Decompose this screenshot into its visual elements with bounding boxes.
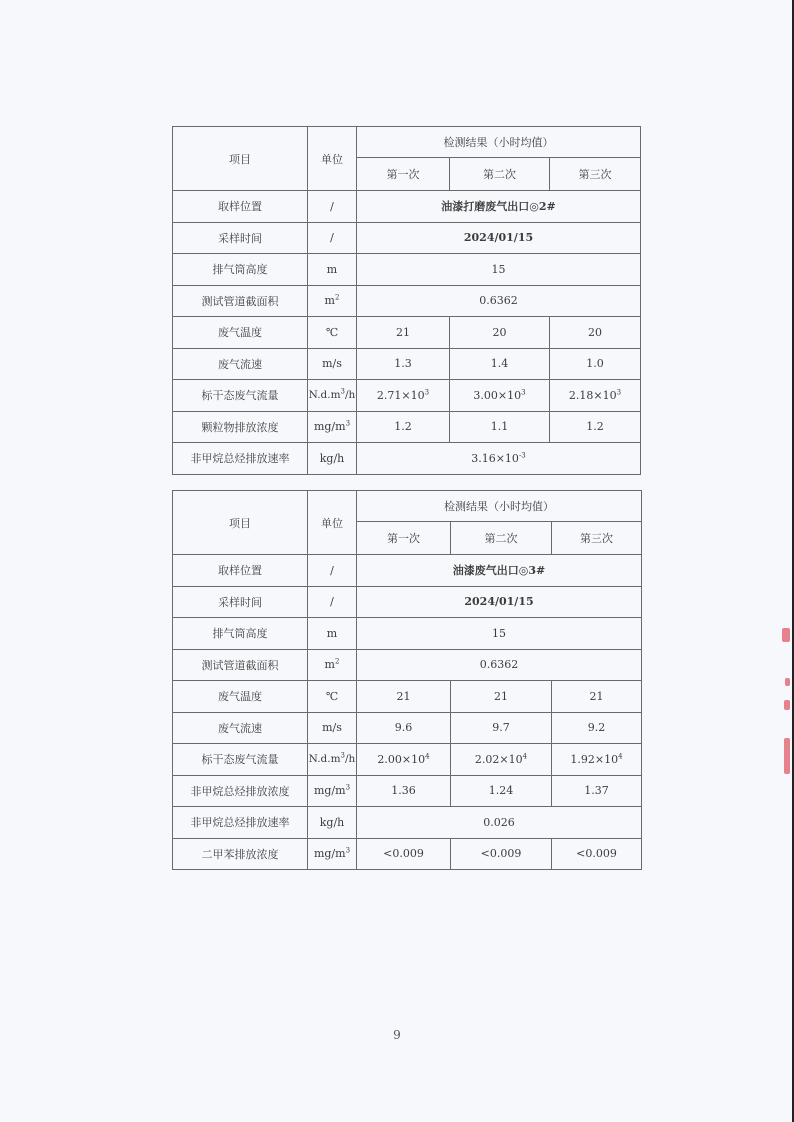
- header-run-3: 第三次: [552, 522, 642, 555]
- row-value-merged: $3.16\times 10^{-3}$: [357, 443, 641, 475]
- row-item: 取样位置: [173, 191, 308, 223]
- row-item: 采样时间: [173, 222, 308, 254]
- table-row: [173, 618, 642, 650]
- row-unit: kg/h: [308, 443, 357, 475]
- row-value-run-2: <0.009: [451, 838, 552, 870]
- row-item: 取样位置: [173, 555, 308, 587]
- row-item: 测试管道截面积: [173, 649, 308, 681]
- row-unit: $N.d.m^3/h$: [308, 380, 357, 412]
- row-value-run-2: 20: [450, 317, 550, 349]
- row-item: 标干态废气流量: [173, 380, 308, 412]
- page-number: 9: [393, 1028, 401, 1042]
- table-row: [173, 775, 642, 807]
- header-results: 检测结果（小时均值）: [357, 127, 641, 158]
- row-value-run-2: 1.24: [451, 775, 552, 807]
- table-row: [173, 348, 641, 380]
- table-row: [173, 317, 641, 349]
- row-value-run-3: 1.2: [550, 411, 641, 443]
- header-item: 项目: [173, 491, 308, 555]
- table-row: [173, 411, 641, 443]
- row-value-run-2: 1.1: [450, 411, 550, 443]
- table-row: [173, 285, 641, 317]
- emission-table-outlet-3: [172, 490, 642, 870]
- row-unit: /: [308, 222, 357, 254]
- header-run-2: 第二次: [450, 158, 550, 191]
- row-value-merged: 0.6362: [357, 649, 642, 681]
- row-value-run-1: 1.3: [357, 348, 450, 380]
- table-row: [173, 838, 642, 870]
- row-value-run-1: 21: [357, 681, 451, 713]
- row-unit: $m^2$: [308, 285, 357, 317]
- seal-mark: [782, 628, 790, 642]
- row-value-run-2: $3.00\times 10^3$: [450, 380, 550, 412]
- table-row: [173, 807, 642, 839]
- row-value-merged: 0.026: [357, 807, 642, 839]
- header-run-1: 第一次: [357, 522, 451, 555]
- row-item: 二甲苯排放浓度: [173, 838, 308, 870]
- row-value-merged: 2024/01/15: [357, 586, 642, 618]
- row-unit: $m^2$: [308, 649, 357, 681]
- row-value-merged: 油漆废气出口◎3#: [357, 555, 642, 587]
- row-value-run-2: $2.02\times 10^4$: [451, 744, 552, 776]
- row-item: 废气流速: [173, 348, 308, 380]
- row-unit: $mg/m^3$: [308, 775, 357, 807]
- row-value-run-1: $2.00\times 10^4$: [357, 744, 451, 776]
- row-unit: $mg/m^3$: [308, 411, 357, 443]
- row-unit: /: [308, 191, 357, 223]
- row-value-run-2: 21: [451, 681, 552, 713]
- row-unit: $mg/m^3$: [308, 838, 357, 870]
- table-row: [173, 443, 641, 475]
- seal-mark: [784, 700, 790, 710]
- seal-mark: [785, 678, 790, 686]
- row-item: 非甲烷总烃排放浓度: [173, 775, 308, 807]
- row-value-run-1: 9.6: [357, 712, 451, 744]
- table-row: [173, 586, 642, 618]
- row-value-run-3: $1.92\times 10^4$: [552, 744, 642, 776]
- row-value-merged: 15: [357, 618, 642, 650]
- table-row: [173, 712, 642, 744]
- row-item: 废气温度: [173, 681, 308, 713]
- row-value-merged: 0.6362: [357, 285, 641, 317]
- header-run-2: 第二次: [451, 522, 552, 555]
- row-value-run-3: 20: [550, 317, 641, 349]
- table-header-row: [173, 491, 642, 522]
- row-item: 标干态废气流量: [173, 744, 308, 776]
- row-unit: m/s: [308, 712, 357, 744]
- row-value-run-3: 1.37: [552, 775, 642, 807]
- table-header-row: [173, 127, 641, 158]
- table-row: [173, 222, 641, 254]
- row-value-run-1: 1.36: [357, 775, 451, 807]
- row-value-run-3: <0.009: [552, 838, 642, 870]
- row-unit: m: [308, 254, 357, 286]
- table-row: [173, 380, 641, 412]
- row-item: 测试管道截面积: [173, 285, 308, 317]
- table-row: [173, 649, 642, 681]
- header-item: 项目: [173, 127, 308, 191]
- row-value-merged: 15: [357, 254, 641, 286]
- row-item: 排气筒高度: [173, 618, 308, 650]
- row-item: 废气温度: [173, 317, 308, 349]
- row-value-run-2: 9.7: [451, 712, 552, 744]
- row-value-run-3: 1.0: [550, 348, 641, 380]
- row-item: 采样时间: [173, 586, 308, 618]
- row-value-run-1: 1.2: [357, 411, 450, 443]
- row-unit: m/s: [308, 348, 357, 380]
- row-unit: kg/h: [308, 807, 357, 839]
- row-value-merged: 2024/01/15: [357, 222, 641, 254]
- row-item: 非甲烷总烃排放速率: [173, 807, 308, 839]
- header-results: 检测结果（小时均值）: [357, 491, 642, 522]
- row-value-run-3: 21: [552, 681, 642, 713]
- row-value-run-1: 21: [357, 317, 450, 349]
- row-unit: m: [308, 618, 357, 650]
- row-value-run-3: 9.2: [552, 712, 642, 744]
- header-unit: 单位: [308, 127, 357, 191]
- row-unit: ℃: [308, 317, 357, 349]
- row-item: 废气流速: [173, 712, 308, 744]
- row-item: 非甲烷总烃排放速率: [173, 443, 308, 475]
- emission-table-outlet-2: [172, 126, 641, 475]
- row-value-run-3: $2.18\times 10^3$: [550, 380, 641, 412]
- table-row: [173, 744, 642, 776]
- row-value-run-1: $2.71\times 10^3$: [357, 380, 450, 412]
- row-unit: $N.d.m^3/h$: [308, 744, 357, 776]
- table-row: [173, 555, 642, 587]
- header-run-1: 第一次: [357, 158, 450, 191]
- row-value-merged: 油漆打磨废气出口◎2#: [357, 191, 641, 223]
- table-row: [173, 191, 641, 223]
- row-unit: ℃: [308, 681, 357, 713]
- header-run-3: 第三次: [550, 158, 641, 191]
- row-unit: /: [308, 555, 357, 587]
- table-row: [173, 254, 641, 286]
- row-item: 颗粒物排放浓度: [173, 411, 308, 443]
- header-unit: 单位: [308, 491, 357, 555]
- row-value-run-2: 1.4: [450, 348, 550, 380]
- row-unit: /: [308, 586, 357, 618]
- row-item: 排气筒高度: [173, 254, 308, 286]
- table-row: [173, 681, 642, 713]
- row-value-run-1: <0.009: [357, 838, 451, 870]
- seal-mark: [784, 738, 790, 774]
